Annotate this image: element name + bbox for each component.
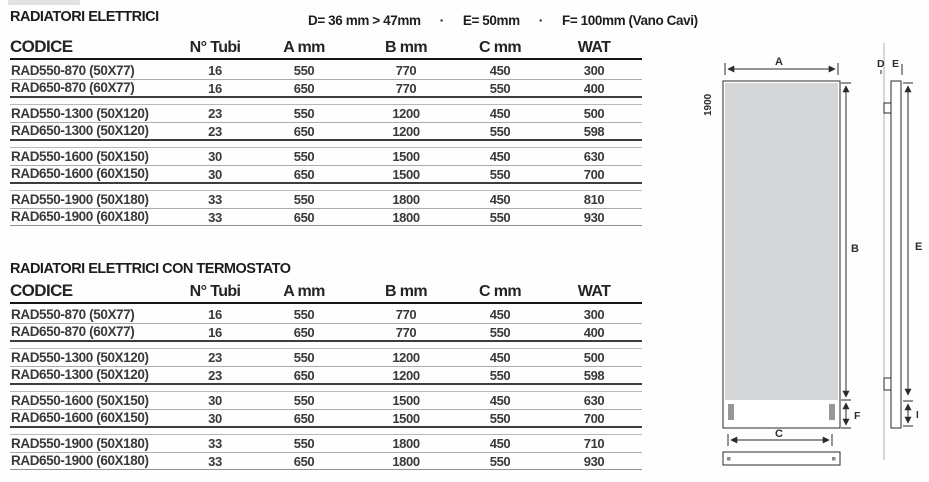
table-row — [10, 62, 642, 79]
value-cell: 550 — [293, 192, 315, 207]
label-i: I — [916, 410, 919, 421]
value-cell: 550 — [293, 393, 315, 408]
value-cell: 550 — [489, 410, 511, 426]
legend-e: E= 50mm — [462, 12, 520, 28]
value-cell: 1500 — [392, 166, 420, 182]
foot-left — [728, 404, 734, 420]
value-cell: 16 — [208, 307, 222, 322]
value-cell: 650 — [293, 367, 315, 383]
legend-separator: · — [538, 12, 543, 28]
column-header: C mm — [478, 283, 522, 300]
value-cell: 930 — [583, 209, 605, 225]
table-row — [10, 148, 642, 165]
table1-title: RADIATORI ELETTRICI — [10, 9, 159, 25]
table-body — [10, 60, 642, 226]
column-header: B mm — [384, 283, 428, 300]
value-cell: 450 — [489, 393, 511, 408]
value-cell: 450 — [489, 307, 511, 322]
value-cell: 810 — [583, 192, 605, 207]
table-row — [10, 306, 642, 323]
value-cell: 23 — [208, 367, 222, 383]
value-cell: 710 — [583, 436, 605, 451]
value-cell: 30 — [208, 393, 222, 408]
table-row — [10, 349, 642, 366]
value-cell: 450 — [489, 350, 511, 365]
table-row — [10, 165, 642, 182]
table-header-row — [10, 37, 642, 60]
label-a: A — [775, 56, 783, 68]
codice-cell: RAD650-1300 (50X120) — [11, 123, 149, 139]
value-cell: 550 — [489, 209, 511, 225]
value-cell: 30 — [208, 166, 222, 182]
value-cell: 550 — [489, 453, 511, 469]
value-cell: 450 — [489, 192, 511, 207]
value-cell: 450 — [489, 63, 511, 78]
codice-cell: RAD550-1600 (50X150) — [11, 392, 149, 408]
value-cell: 770 — [395, 63, 417, 78]
value-cell: 1500 — [392, 393, 420, 408]
radiator-panel — [725, 83, 838, 400]
bracket-top — [884, 103, 891, 113]
table-row — [10, 323, 642, 340]
value-cell: 1800 — [392, 209, 420, 225]
table-row — [10, 366, 642, 383]
table-row — [10, 122, 642, 139]
label-d: D — [877, 58, 885, 70]
label-f: F — [854, 410, 861, 422]
value-cell: 630 — [583, 393, 605, 408]
value-cell: 300 — [583, 63, 605, 78]
column-header: WAT — [577, 39, 611, 56]
label-1900: 1900 — [703, 93, 714, 116]
table-row — [10, 435, 642, 452]
value-cell: 450 — [489, 106, 511, 121]
codice-cell: RAD550-1300 (50X120) — [11, 349, 149, 365]
value-cell: 500 — [583, 350, 605, 365]
table-row — [10, 392, 642, 409]
column-header: CODICE — [10, 37, 73, 56]
value-cell: 1200 — [392, 123, 420, 139]
value-cell: 550 — [489, 123, 511, 139]
value-cell: 700 — [583, 166, 605, 182]
value-cell: 1200 — [392, 367, 420, 383]
value-cell: 650 — [293, 123, 315, 139]
value-cell: 630 — [583, 149, 605, 164]
table-row — [10, 452, 642, 469]
row-group — [10, 306, 642, 342]
column-header: A mm — [283, 39, 325, 56]
value-cell: 550 — [489, 80, 511, 96]
value-cell: 23 — [208, 350, 222, 365]
dimension-diagram — [695, 40, 929, 482]
value-cell: 550 — [293, 149, 315, 164]
value-cell: 450 — [489, 436, 511, 451]
value-cell: 500 — [583, 106, 605, 121]
value-cell: 16 — [208, 80, 222, 96]
value-cell: 650 — [293, 209, 315, 225]
value-cell: 650 — [293, 166, 315, 182]
table2-title: RADIATORI ELETTRICI CON TERMOSTATO — [10, 261, 291, 277]
value-cell: 1800 — [392, 436, 420, 451]
codice-cell: RAD650-870 (60X77) — [11, 80, 135, 96]
value-cell: 770 — [395, 307, 417, 322]
table-body — [10, 304, 642, 470]
table-row — [10, 105, 642, 122]
value-cell: 33 — [208, 209, 222, 225]
value-cell: 23 — [208, 106, 222, 121]
value-cell: 1500 — [392, 410, 420, 426]
value-cell: 598 — [583, 123, 605, 139]
legend-f: F= 100mm (Vano Cavi) — [561, 12, 698, 28]
row-group — [10, 147, 642, 184]
table-row — [10, 191, 642, 208]
value-cell: 550 — [293, 106, 315, 121]
value-cell: 300 — [583, 307, 605, 322]
row-group — [10, 104, 642, 141]
value-cell: 550 — [293, 436, 315, 451]
value-cell: 650 — [293, 410, 315, 426]
value-cell: 650 — [293, 324, 315, 340]
foot-right — [829, 404, 835, 420]
codice-cell: RAD650-1900 (60X180) — [11, 453, 149, 469]
codice-cell: RAD650-870 (60X77) — [11, 324, 135, 340]
side-profile — [891, 81, 901, 428]
value-cell: 30 — [208, 149, 222, 164]
codice-cell: RAD550-1900 (50X180) — [11, 435, 149, 451]
label-b: B — [851, 243, 859, 255]
codice-cell: RAD550-870 (50X77) — [11, 62, 135, 78]
codice-cell: RAD550-1300 (50X120) — [11, 105, 149, 121]
value-cell: 770 — [395, 80, 417, 96]
column-header: N° Tubi — [189, 39, 241, 56]
value-cell: 650 — [293, 453, 315, 469]
value-cell: 400 — [583, 80, 605, 96]
value-cell: 550 — [489, 166, 511, 182]
column-header: N° Tubi — [189, 283, 241, 300]
value-cell: 770 — [395, 324, 417, 340]
value-cell: 1800 — [392, 192, 420, 207]
value-cell: 598 — [583, 367, 605, 383]
legend-d: D= 36 mm > 47mm — [308, 12, 421, 28]
codice-cell: RAD550-870 (50X77) — [11, 306, 135, 322]
row-group — [10, 434, 642, 470]
diagram-svg — [695, 40, 929, 482]
value-cell: 1200 — [392, 106, 420, 121]
value-cell: 550 — [293, 63, 315, 78]
scan-artifact — [8, 0, 80, 5]
row-group — [10, 348, 642, 385]
value-cell: 16 — [208, 63, 222, 78]
column-header: B mm — [384, 39, 428, 56]
value-cell: 33 — [208, 192, 222, 207]
row-group — [10, 190, 642, 226]
label-e-side: E — [915, 241, 923, 253]
value-cell: 33 — [208, 436, 222, 451]
legend-separator: · — [439, 12, 444, 28]
label-e-top: E — [892, 58, 900, 70]
value-cell: 550 — [489, 324, 511, 340]
codice-cell: RAD650-1600 (60X150) — [11, 410, 149, 426]
side-view — [881, 43, 913, 460]
table-row — [10, 409, 642, 426]
value-cell: 400 — [583, 324, 605, 340]
row-group — [10, 62, 642, 98]
value-cell: 23 — [208, 123, 222, 139]
value-cell: 1800 — [392, 453, 420, 469]
value-cell: 700 — [583, 410, 605, 426]
bottom-view-outline — [723, 452, 840, 465]
codice-cell: RAD650-1900 (60X180) — [11, 209, 149, 225]
table-header-row — [10, 281, 642, 304]
bottom-fixing-right — [832, 457, 836, 461]
value-cell: 550 — [489, 367, 511, 383]
table-row — [10, 79, 642, 96]
front-view — [723, 63, 851, 465]
value-cell: 650 — [293, 80, 315, 96]
codice-cell: RAD550-1900 (50X180) — [11, 191, 149, 207]
value-cell: 450 — [489, 149, 511, 164]
dimension-legend — [308, 12, 698, 28]
value-cell: 930 — [583, 453, 605, 469]
codice-cell: RAD650-1300 (50X120) — [11, 367, 149, 383]
spec-table-electric — [10, 37, 642, 226]
value-cell: 550 — [293, 307, 315, 322]
label-c: C — [775, 428, 783, 440]
column-header: A mm — [283, 283, 325, 300]
codice-cell: RAD550-1600 (50X150) — [11, 148, 149, 164]
column-header: CODICE — [10, 281, 73, 300]
value-cell: 33 — [208, 453, 222, 469]
value-cell: 30 — [208, 410, 222, 426]
value-cell: 1500 — [392, 149, 420, 164]
spec-table-thermostat — [10, 281, 642, 470]
column-header: WAT — [577, 283, 611, 300]
column-header: C mm — [478, 39, 522, 56]
table-row — [10, 208, 642, 225]
value-cell: 1200 — [392, 350, 420, 365]
value-cell: 550 — [293, 350, 315, 365]
row-group — [10, 391, 642, 428]
bottom-fixing-left — [727, 457, 731, 461]
bracket-bottom — [884, 378, 891, 390]
codice-cell: RAD650-1600 (60X150) — [11, 166, 149, 182]
value-cell: 16 — [208, 324, 222, 340]
